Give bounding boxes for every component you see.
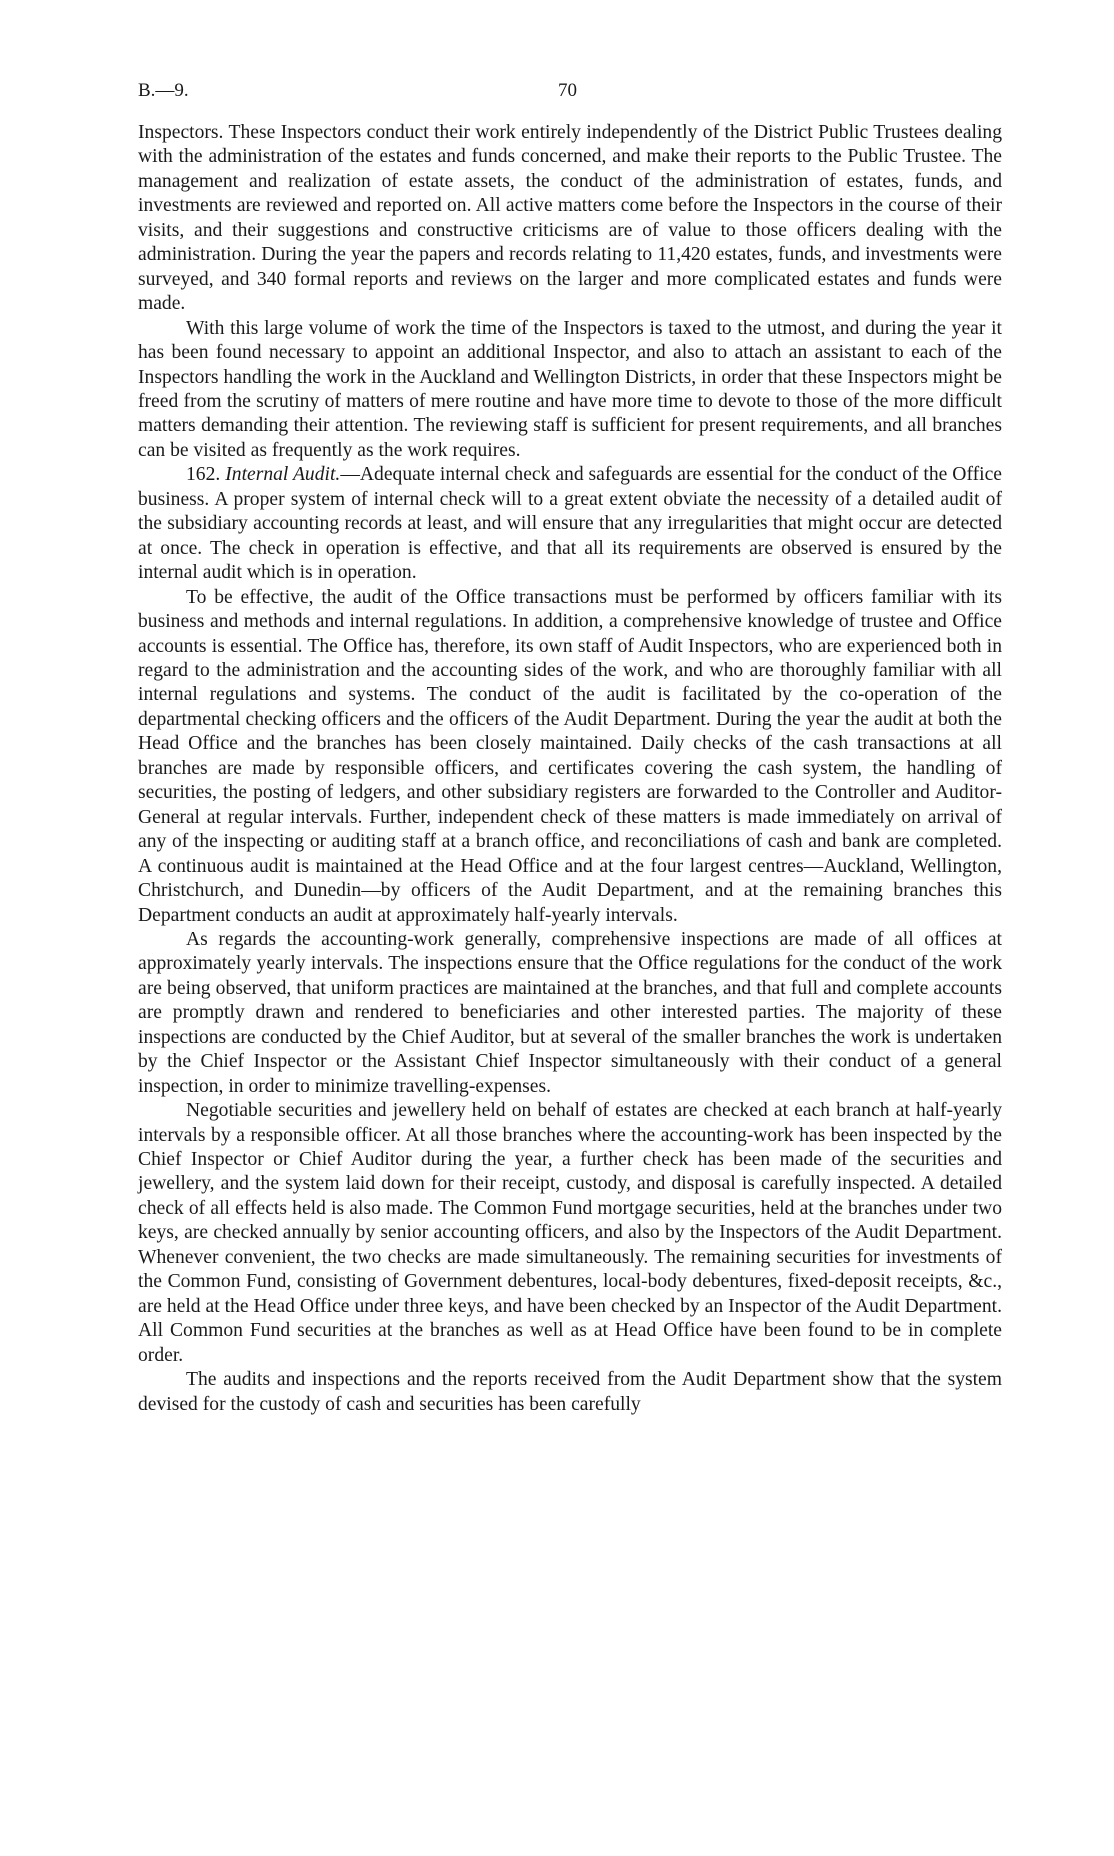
paragraph-internal-audit bbox=[138, 463, 1002, 585]
page-number: 70 bbox=[558, 80, 577, 101]
section-number: 162. bbox=[186, 464, 221, 486]
page-header bbox=[138, 80, 1002, 110]
section-heading: Internal Audit. bbox=[225, 464, 341, 486]
paragraph-inspectors: Inspectors. These Inspectors conduct their work entirely independently of the District Public Trustees dealing with the administration of the estates and funds concerned, and make their reports to the Public Trustee. The management and realization of estate assets, the conduct of the administration of estates, funds, and investments are reviewed and reported on. All active matters come before the Inspectors in the course of their visits, and their suggestions and constructive criticisms are of value to those officers dealing with the administration. During the year the papers and records relating to 11,420 estates, funds, and investments were surveyed, and 340 formal reports and reviews on the larger and more complicated estates and funds were made. bbox=[138, 122, 1002, 315]
paragraph-accounting-inspections: As regards the accounting-work generally, comprehensive inspections are made of all offices at approximately yearly intervals. The inspections ensure that the Office regulations for the conduct of the work are being observed, that uniform practices are maintained at the branches, and that full and complete accounts are promptly drawn and rendered to beneficiaries and other interested parties. The majority of these inspections are conducted by the Chief Auditor, but at several of the smaller branches the work is undertaken by the Chief Inspector or the Assistant Chief Inspector simultaneously with their conduct of a general inspection, in order to minimize travelling-expenses. bbox=[138, 928, 1002, 1097]
section-text: —Adequate internal check and safeguards are essential for the conduct of the Office business. A proper system of internal check will to a great extent obviate the necessity of a detailed audit of the subsidiary accounting records at least, and will ensure that any irregularities that might occur are detected at once. The check in operation is effective, and that all its requirements are observed is ensured by the internal audit which is in operation. bbox=[138, 464, 1002, 584]
paragraph-conclusion: The audits and inspections and the reports received from the Audit Department show that the system devised for the custody of cash and securities has been carefully bbox=[138, 1369, 1002, 1415]
body-text bbox=[138, 121, 1002, 1417]
paragraph-audit-staff: To be effective, the audit of the Office transactions must be performed by officers familiar with its business and methods and internal regulations. In addition, a comprehensive knowledge of trustee and Office accounts is essential. The Office has, therefore, its own staff of Audit Inspectors, who are experienced both in regard to the administration and the accounting sides of the work, and who are thoroughly familiar with all internal regulations and systems. The conduct of the audit is facilitated by the co-operation of the departmental checking officers and the officers of the Audit Department. During the year the audit at both the Head Office and the branches has been closely maintained. Daily checks of the cash transactions at all branches are made by responsible officers, and certificates covering the cash system, the handling of securities, the posting of ledgers, and other subsidiary registers are forwarded to the Controller and Auditor-General at regular intervals. Further, independent check of these matters is made immediately on arrival of any of the inspecting or auditing staff at a branch office, and reconciliations of cash and bank are completed. A continuous audit is maintained at the Head Office and at the four largest centres—Auckland, Wellington, Christchurch, and Dunedin—by officers of the Audit Department, and at the remaining branches this Department conducts an audit at approximately half-yearly intervals. bbox=[138, 586, 1002, 926]
document-reference: B.—9. bbox=[138, 80, 189, 101]
paragraph-workload: With this large volume of work the time of the Inspectors is taxed to the utmost, and during the year it has been found necessary to appoint an additional Inspector, and also to attach an assistant to each of the Inspectors handling the work in the Auckland and Wellington Districts, in order that these Inspectors might be freed from the scrutiny of matters of mere routine and have more time to devote to those of the more difficult matters demanding their attention. The reviewing staff is sufficient for present requirements, and all branches can be visited as frequently as the work requires. bbox=[138, 317, 1002, 461]
paragraph-securities: Negotiable securities and jewellery held on behalf of estates are checked at each branch at half-yearly intervals by a responsible officer. At all those branches where the accounting-work has been inspected by the Chief Inspector or Chief Auditor during the year, a further check has been made of the securities and jewellery, and the system laid down for their receipt, custody, and disposal is carefully inspected. A detailed check of all effects held is also made. The Common Fund mortgage securities, held at the branches under two keys, are checked annually by senior accounting officers, and also by the Inspectors of the Audit Department. Whenever convenient, the two checks are made simultaneously. The remaining securities for investments of the Common Fund, consisting of Government debentures, local-body debentures, fixed-deposit receipts, &c., are held at the Head Office under three keys, and have been checked by an Inspector of the Audit Department. All Common Fund securities at the branches as well as at Head Office have been found to be in complete order. bbox=[138, 1100, 1002, 1366]
